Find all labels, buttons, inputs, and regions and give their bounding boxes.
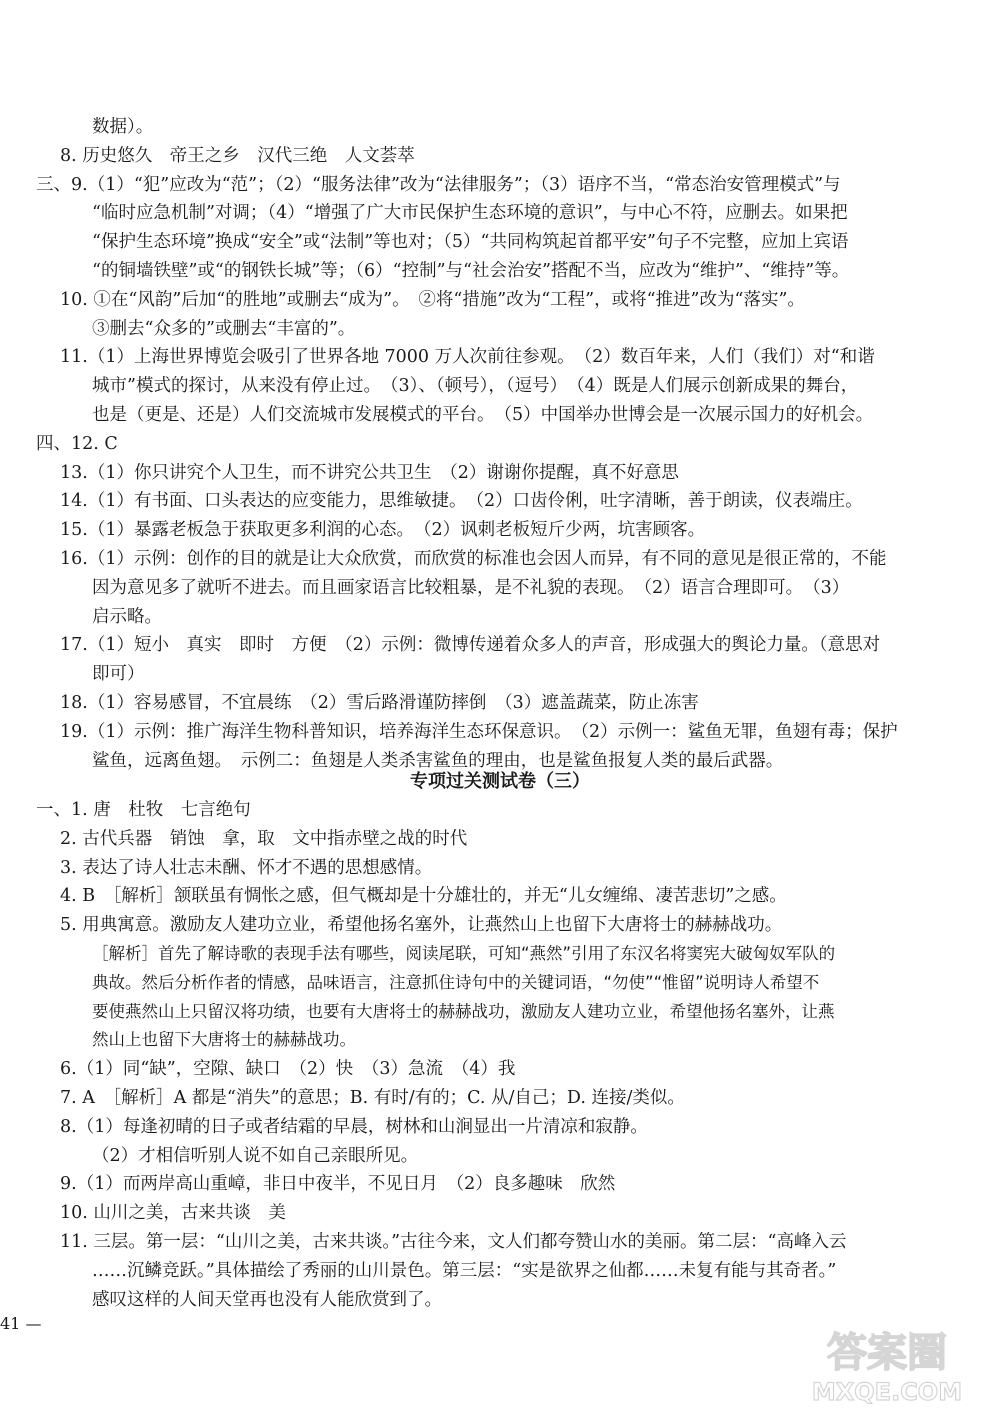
answer-line: 7. A ［解析］A 都是“消失”的意思；B. 有时/有的；C. 从/自己；D. 连接/类似。 bbox=[60, 1088, 685, 1108]
answer-line: ③删去“众多的”或删去“丰富的”。 bbox=[92, 318, 356, 339]
answer-line: ……沉鳞竞跃。”具体描绘了秀丽的山川景色。第三层：“实是欲界之仙都……未复有能与其奇者。” bbox=[92, 1260, 837, 1281]
analysis-line: 要使燕然山上只留汉将功绩，也要有大唐将士的赫赫战功，激励友人建功立业，希望他扬名塞外，让燕 bbox=[92, 1001, 835, 1021]
answer-line: “保护生态环境”换成“安全”或“法制”等也对；（5）“共同构筑起首都平安”句子不完整，应加上宾语 bbox=[92, 232, 849, 253]
watermark-text: 答案圈 bbox=[827, 1330, 947, 1376]
answer-line: 9.（1）而两岸高山重嶂，非日中夜半，不见日月 （2）良多趣味 欣然 bbox=[60, 1174, 616, 1195]
answer-line: 11.（1）上海世界博览会吸引了世界各地 7000 万人次前往参观。 （2）数百年来，人们（我们）对“和谐 bbox=[60, 347, 875, 368]
answer-line: “的铜墙铁壁”或“的钢铁长城”等；（6）“控制”与“社会治安”搭配不当，应改为“维护”、“维持”等。 bbox=[92, 261, 850, 281]
answer-line: 14.（1）有书面、口头表达的应变能力，思维敏捷。 （2）口齿伶俐，吐字清晰，善于朗读，仪表端庄。 bbox=[60, 491, 863, 512]
answer-line: 10. ①在“风韵”后加“的胜地”或删去“成为”。 ②将“措施”改为“工程”，或将“推进”改为“落实”。 bbox=[60, 289, 805, 310]
analysis-line: 然山上也留下大唐将士的赫赫战功。 bbox=[92, 1030, 356, 1050]
answer-line: “临时应急机制”对调；（4）“增强了广大市民保护生态环境的意识”，与中心不符，应删去。如果把 bbox=[92, 203, 848, 224]
answer-line: （2）才相信听别人说不如自己亲眼所见。 bbox=[92, 1145, 419, 1166]
answer-line: 13.（1）你只讲究个人卫生，而不讲究公共卫生 （2）谢谢你提醒，真不好意思 bbox=[60, 462, 679, 483]
answer-line: 即可） bbox=[92, 664, 145, 685]
answer-line: 10. 山川之美，古来共谈 美 bbox=[60, 1203, 286, 1224]
answer-line: 2. 古代兵器 销蚀 拿，取 文中指赤壁之战的时代 bbox=[60, 828, 468, 849]
page-number: 41 — bbox=[0, 1314, 42, 1333]
answer-line: 8. 历史悠久 帝王之乡 汉代三绝 人文荟萃 bbox=[60, 145, 415, 166]
answer-line: 因为意见多了就听不进去。而且画家语言比较粗暴，是不礼貌的表现。 （2）语言合理即可。 （3） bbox=[92, 577, 850, 598]
answer-line: 3. 表达了诗人壮志未酬、怀才不遇的思想感情。 bbox=[60, 857, 433, 878]
watermark-graphic bbox=[792, 1318, 982, 1408]
analysis-line: ［解析］首先了解诗歌的表现手法有哪些，阅读尾联，可知“燕然”引用了东汉名将窦宪大破匈奴军队的 bbox=[92, 944, 836, 963]
answer-line: 四、12. C bbox=[36, 433, 118, 454]
answer-line: 一、1. 唐 杜牧 七言绝句 bbox=[36, 800, 251, 820]
answer-line: 19.（1）示例：推广海洋生物科普知识，培养海洋生态环保意识。 （2）示例一：鲨鱼无罪，鱼翅有毒；保护 bbox=[60, 721, 898, 742]
answer-line: 4. B ［解析］颔联虽有惆怅之感，但气概却是十分雄壮的，并无“儿女缠绵、凄苦悲切”之感。 bbox=[60, 886, 787, 907]
answer-line: 城市”模式的探讨，从来没有停止过。 （3）、（顿号），（逗号） （4）既是人们展示创新成果的舞台， bbox=[92, 376, 859, 397]
answer-line: 感叹这样的人间天堂再也没有人能欣赏到了。 bbox=[92, 1289, 442, 1310]
answer-line: 8.（1）每逢初晴的日子或者结霜的早晨，树林和山涧显出一片清凉和寂静。 bbox=[60, 1116, 648, 1137]
answer-line: 5. 用典寓意。激励友人建功立业，希望他扬名塞外，让燕然山上也留下大唐将士的赫赫战功。 bbox=[60, 915, 783, 936]
answer-line: 17.（1）短小 真实 即时 方便 （2）示例：微博传递着众多人的声音，形成强大的舆论力量。（意思对 bbox=[60, 635, 881, 656]
answer-line: 鲨鱼，远离鱼翅。 示例二：鱼翅是人类杀害鲨鱼的理由，也是鲨鱼报复人类的最后武器。 bbox=[92, 750, 784, 771]
answer-line: 6.（1）同“缺”，空隙、缺口 （2）快 （3）急流 （4）我 bbox=[60, 1059, 516, 1080]
answer-line: 11. 三层。第一层：“山川之美，古来共谈。”古往今来，文人们都夸赞山水的美丽。第二层：“高峰入云 bbox=[60, 1232, 847, 1252]
answer-line: 15.（1）暴露老板急于获取更多利润的心态。 （2）讽刺老板短斤少两，坑害顾客。 bbox=[60, 520, 706, 541]
answer-line: 18.（1）容易感冒，不宜晨练 （2）雪后路滑谨防摔倒 （3）遮盖蔬菜，防止冻害 bbox=[60, 693, 699, 713]
answer-line: 启示略。 bbox=[92, 606, 162, 627]
answer-line: 三、9.（1）“犯”应改为“范”；（2）“服务法律”改为“法律服务”；（3）语序不当，“常态治安管理模式”与 bbox=[36, 174, 841, 195]
answer-line: 数据）。 bbox=[92, 117, 154, 137]
answer-line: 16.（1）示例：创作的目的就是让大众欣赏，而欣赏的标准也会因人而异，有不同的意见是很正常的，不能 bbox=[60, 549, 887, 569]
watermark-url: MXQE.COM bbox=[811, 1378, 963, 1406]
answer-line: 也是（更是、还是）人们交流城市发展模式的平台。 （5）中国举办世博会是一次展示国力的好机会。 bbox=[92, 405, 874, 425]
analysis-line: 典故。然后分析作者的情感，品味语言，注意抓住诗句中的关键词语，“勿使”“惟留”说明诗人希望不 bbox=[92, 972, 820, 992]
section-title: 专项过关测试卷（三） bbox=[410, 771, 590, 792]
watermark-logo bbox=[792, 1318, 982, 1408]
